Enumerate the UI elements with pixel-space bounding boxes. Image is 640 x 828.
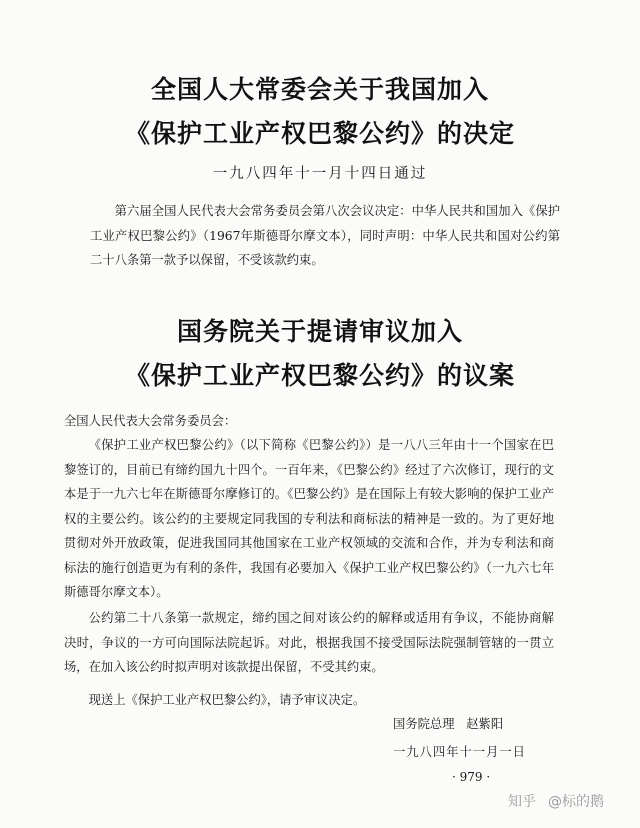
signer-title: 国务院总理 (393, 717, 455, 731)
decision-body: 第六届全国人民代表大会常务委员会第八次会议决定：中华人民共和国加入《保护工业产权巴黎公约》（1967年斯德哥尔摩文本），同时声明：中华人民共和国对公约第二十八条第一款予以保留，不受该款约束。 (90, 204, 560, 267)
proposal-title-line-2: 《保护工业产权巴黎公约》的议案 (124, 361, 515, 390)
watermark-site: 知乎 (508, 794, 536, 810)
page-number: · 979 · (452, 770, 491, 784)
proposal-title-line-1: 国务院关于提请审议加入 (176, 317, 463, 346)
signature-date: 一九八四年十一月一日 (393, 745, 526, 759)
decision-title-line-2: 《保护工业产权巴黎公约》的决定 (124, 119, 515, 148)
proposal-paragraph-3: 现送上《保护工业产权巴黎公约》，请予审议决定。 (88, 693, 366, 707)
watermark (508, 791, 604, 811)
signer-name: 赵紫阳 (466, 717, 504, 731)
decision-title-line-1: 全国人大常委会关于我国加入 (150, 75, 489, 104)
decision-adopted-date: 一九八四年十一月十四日通过 (212, 166, 428, 182)
proposal-paragraph-2: 公约第二十八条第一款规定，缔约国之间对该公约的解释或适用有争议，不能协商解决时，争议的一方可向国际法院起诉。对此，根据我国不接受国际法院强制管辖的一贯立场，在加入该公约时拟声明对该款提出保留，不受其约束。 (64, 611, 554, 674)
proposal-paragraph-1: 《保护工业产权巴黎公约》（以下简称《巴黎公约》）是一八八三年由十一个国家在巴黎签订的，目前已有缔约国九十四个。一百年来，《巴黎公约》经过了六次修订，现行的文本是于一九六七年在斯德哥尔摩修订的。《巴黎公约》是在国际上有较大影响的保护工业产权的主要公约。该公约的主要规定同我国的专利法和商标法的精神是一致的。为了更好地贯彻对外开放政策，促进我国同其他国家在工业产权领域的交流和合作，并为专利法和商标法的施行创造更为有利的条件，我国有必要加入《保护工业产权巴黎公约》（一九六七年斯德哥尔摩文本）。 (64, 438, 554, 599)
signature-block (393, 712, 503, 737)
watermark-author: @标的鹅 (548, 794, 604, 810)
proposal-salutation: 全国人民代表大会常务委员会： (64, 414, 237, 428)
